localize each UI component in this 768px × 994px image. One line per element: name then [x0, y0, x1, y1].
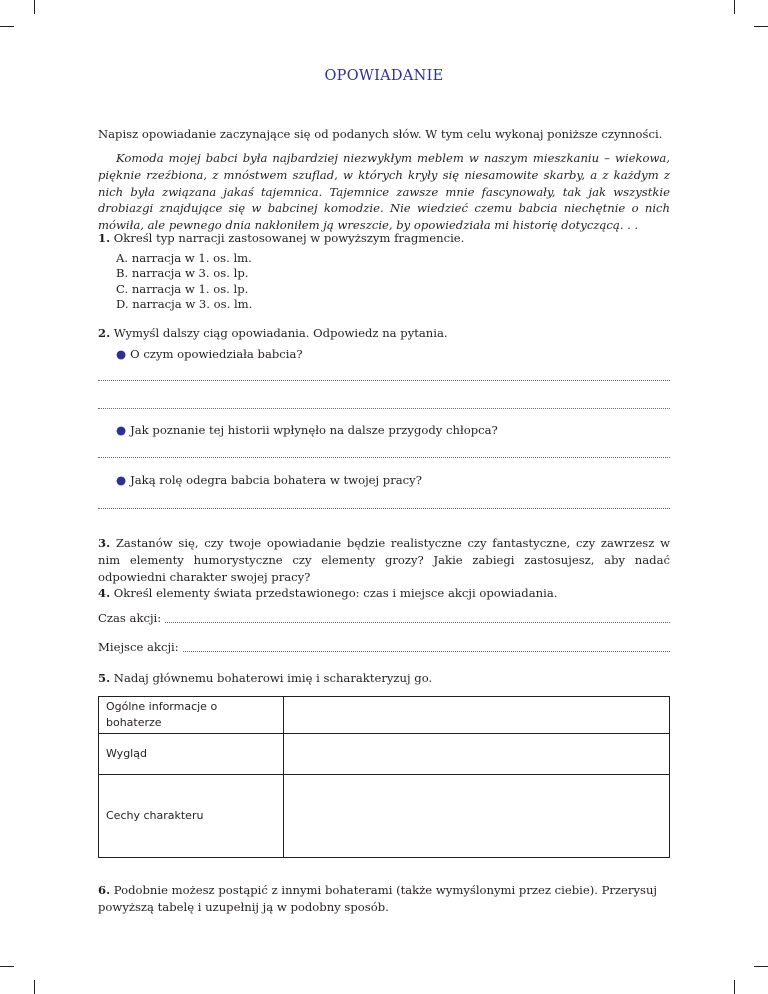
crop-mark — [734, 0, 735, 14]
question-4 — [98, 585, 670, 602]
question-3 — [98, 535, 670, 585]
question-number: 5. — [98, 671, 111, 685]
answer-line[interactable] — [98, 457, 670, 459]
question-6 — [98, 882, 670, 916]
answer-line[interactable] — [98, 380, 670, 382]
table-row — [99, 734, 670, 775]
intro-text: Napisz opowiadanie zaczynające się od podanych słów. W tym celu wykonaj poniższe czynności. — [98, 127, 663, 141]
hero-table — [98, 696, 670, 858]
bullet-item — [116, 472, 422, 489]
row-label: Ogólne informacje o bohaterze — [99, 697, 284, 734]
answer-options — [116, 251, 252, 313]
question-text: Zastanów się, czy twoje opowiadanie będzie realistyczne czy fantastyczne, czy zawrzesz w nim elementy humorystyczne czy elementy grozy? Jakie zabiegi zastosujesz, aby nadać odpowiedni charakter swojej pracy? — [98, 536, 670, 584]
crop-mark — [734, 980, 735, 994]
crop-mark — [0, 26, 14, 27]
answer-cell[interactable] — [284, 734, 670, 775]
table-row — [99, 697, 670, 734]
page-title: OPOWIADANIE — [324, 68, 444, 84]
option-a[interactable]: A. narracja w 1. os. lm. — [116, 251, 252, 265]
question-2 — [98, 325, 670, 342]
bullet-text: O czym opowiedziała babcia? — [130, 347, 303, 361]
crop-mark — [34, 980, 35, 994]
place-label: Miejsce akcji: — [98, 640, 179, 654]
question-text: Wymyśl dalszy ciąg opowiadania. Odpowiedz na pytania. — [113, 326, 448, 340]
question-number: 4. — [98, 586, 111, 600]
question-text: Nadaj głównemu bohaterowi imię i scharakteryzuj go. — [113, 671, 433, 685]
bullet-item — [116, 422, 498, 439]
bullet-icon: ● — [116, 347, 127, 361]
option-c[interactable]: C. narracja w 1. os. lp. — [116, 281, 249, 296]
table-row — [99, 775, 670, 858]
answer-cell[interactable] — [284, 775, 670, 858]
place-field[interactable] — [98, 639, 670, 656]
question-number: 6. — [98, 883, 111, 897]
crop-mark — [0, 966, 14, 967]
question-text: Określ typ narracji zastosowanej w powyższym fragmencie. — [113, 231, 465, 245]
crop-mark — [754, 26, 768, 27]
time-field[interactable] — [98, 610, 670, 627]
bullet-text: Jak poznanie tej historii wpłynęło na dalsze przygody chłopca? — [130, 423, 498, 437]
option-d[interactable]: D. narracja w 3. os. lm. — [116, 297, 253, 312]
bullet-item — [116, 346, 303, 363]
row-label: Cechy charakteru — [99, 775, 284, 858]
row-label: Wygląd — [99, 734, 284, 775]
answer-line[interactable] — [183, 651, 670, 652]
question-text: Podobnie możesz postąpić z innymi bohaterami (także wymyślonymi przez ciebie). Przerysuj powyższą tabelę i uzupełnij ją w podobny sposób. — [98, 883, 658, 914]
time-label: Czas akcji: — [98, 611, 162, 625]
answer-cell[interactable] — [284, 697, 670, 734]
crop-mark — [34, 0, 35, 14]
option-b[interactable]: B. narracja w 3. os. lp. — [116, 266, 249, 281]
bullet-icon: ● — [116, 473, 127, 487]
answer-line[interactable] — [165, 622, 670, 623]
bullet-text: Jaką rolę odegra babcia bohatera w twojej pracy? — [130, 473, 422, 487]
bullet-icon: ● — [116, 423, 127, 437]
answer-line[interactable] — [98, 508, 670, 510]
crop-mark — [754, 966, 768, 967]
question-number: 1. — [98, 231, 111, 245]
question-1 — [98, 230, 670, 247]
question-text: Określ elementy świata przedstawionego: czas i miejsce akcji opowiadania. — [113, 586, 558, 600]
story-fragment: Komoda mojej babci była najbardziej niezwykłym meblem w naszym mieszkaniu – wiekowa, pięknie rzeźbiona, z mnóstwem szuflad, w których kryły się niesamowite skarby, a z każdym z nich była związana jakaś tajemnica. Tajemnice zawsze mnie fascynowały, tak jak wszystkie drobiazgi znajdujące się w babcinej komodzie. Nie wiedzieć czemu babcia niechętnie o nich mówiła, ale pewnego dnia nakłoniłem ją wreszcie, by opowiedziała mi historię dotyczącą. . . — [98, 151, 670, 233]
question-number: 2. — [98, 326, 111, 340]
question-5 — [98, 670, 670, 687]
answer-line[interactable] — [98, 408, 670, 410]
question-number: 3. — [98, 536, 111, 550]
